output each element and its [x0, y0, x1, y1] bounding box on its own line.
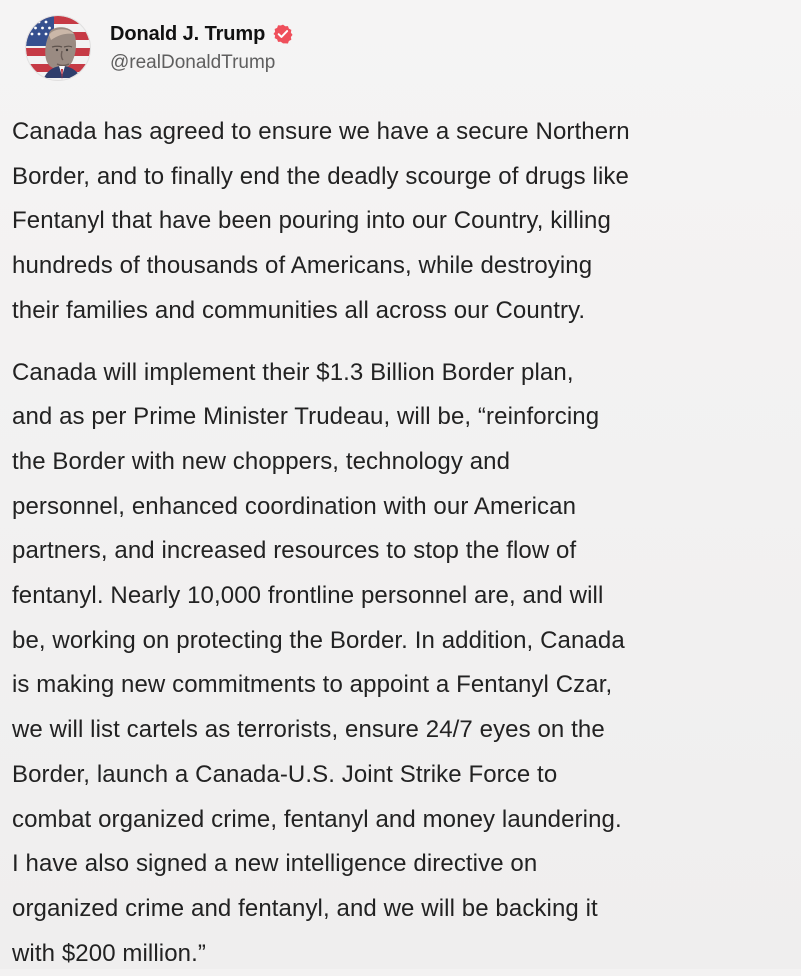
paragraph-line: Border, and to finally end the deadly scourge of drugs like [12, 162, 629, 190]
paragraph-line: the Border with new choppers, technology and [12, 447, 511, 475]
paragraph-line: is making new commitments to appoint a Fentanyl Czar, [12, 671, 613, 699]
avatar-image-icon [26, 16, 90, 80]
author-identity [110, 23, 294, 72]
paragraph-line: personnel, enhanced coordination with our American [12, 492, 577, 520]
paragraph-line: Fentanyl that have been pouring into our Country, killing [12, 207, 611, 235]
paragraph-1 [12, 110, 779, 334]
author-handle[interactable]: @realDonaldTrump [110, 52, 276, 73]
paragraph-line: their families and communities all across our Country. [12, 296, 586, 324]
paragraph-line: be, working on protecting the Border. In addition, Canada [12, 626, 625, 654]
paragraph-line: Border, launch a Canada-U.S. Joint Strike Force to [12, 760, 558, 788]
post-body [12, 110, 779, 976]
post-header [12, 12, 779, 84]
paragraph-line: hundreds of thousands of Americans, while destroying [12, 252, 593, 280]
paragraph-line: and as per Prime Minister Trudeau, will be, “reinforcing [12, 403, 600, 431]
paragraph-2 [12, 351, 779, 976]
paragraph-line: Canada has agreed to ensure we have a secure Northern [12, 118, 630, 145]
author-avatar[interactable] [26, 16, 90, 80]
author-name[interactable]: Donald J. Trump [110, 23, 266, 45]
paragraph-line: fentanyl. Nearly 10,000 frontline personnel are, and will [12, 582, 604, 610]
paragraph-line: Canada will implement their $1.3 Billion Border plan, [12, 358, 574, 386]
paragraph-line: with $200 million.” [12, 939, 206, 967]
paragraph-line: we will list cartels as terrorists, ensure 24/7 eyes on the [12, 716, 605, 744]
paragraph-line: combat organized crime, fentanyl and money laundering. [12, 805, 622, 833]
paragraph-line: partners, and increased resources to stop the flow of [12, 537, 577, 565]
verified-badge-icon [272, 23, 294, 45]
author-name-row [110, 23, 294, 45]
paragraph-line: organized crime and fentanyl, and we will be backing it [12, 894, 598, 922]
paragraph-line: I have also signed a new intelligence directive on [12, 850, 538, 878]
